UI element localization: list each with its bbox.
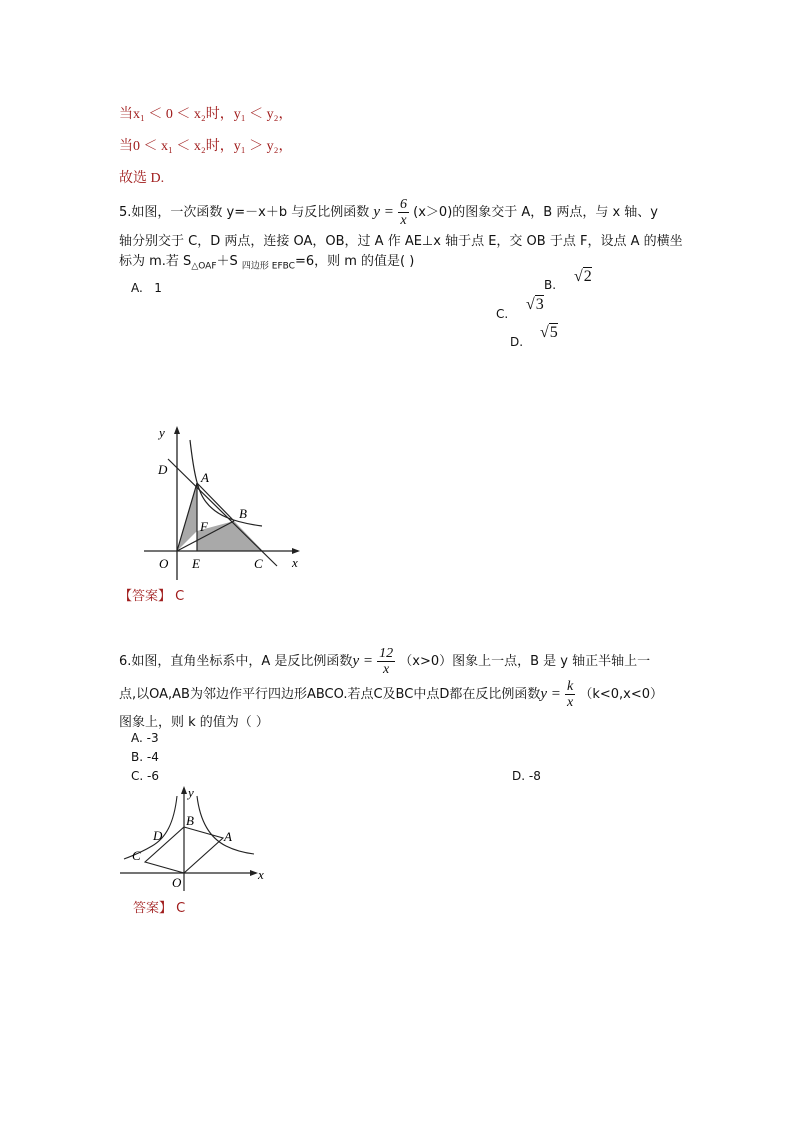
q5-line-1 [119,197,658,228]
q6-formula2-fraction [565,679,575,710]
q5-formula-lhs: y = [373,204,394,220]
q5-option-d-sqrt: √5 [540,324,558,341]
q5-answer-value: C [175,589,185,604]
q5-segment-ab [197,483,234,521]
q6-label-a: A [224,829,232,844]
q6-text-1a: 6.如图，直角坐标系中，A 是反比例函数 [119,654,353,669]
q6-formula-den: x [383,662,390,677]
q5-text-3c: =6，则 m 的值是( ) [294,254,415,269]
q5-option-c[interactable] [496,307,508,321]
q5-label-c: C [254,556,263,571]
q5-option-a-value: 1 [154,281,162,295]
q6-figure [118,783,278,893]
q6-label-y: y [188,785,194,800]
q6-answer-label: 答案】 [133,901,173,916]
prev-line-3: 故选 D. [119,171,165,186]
q5-x-arrow [292,548,300,554]
q5-option-d-label: D. [510,335,524,349]
q5-y-arrow [174,426,180,434]
q6-option-d[interactable]: D. -8 [512,769,541,783]
q5-option-b-sqrt: √2 [574,268,592,285]
q5-option-c-sqrt: √3 [526,296,544,313]
q6-formula2-lhs: y = [540,686,561,702]
q5-line-2: 轴分别交于 C，D 两点，连接 OA，OB，过 A 作 AE⊥x 轴于点 E，交 OB 于点 F，设点 A 的横坐 [119,234,683,249]
prev-line-2: 当0 ＜ x₁ ＜ x₂时，y₁ ＞ y₂， [119,139,293,154]
q6-label-d: D [153,828,163,843]
q5-text-3a: 标为 m.若 S [119,254,192,269]
q5-option-d-value: 5 [549,324,558,341]
q6-option-b[interactable]: B. -4 [131,750,159,764]
q5-sub-1: △OAF [191,261,217,272]
q6-line-2 [119,679,663,710]
q6-formula-fraction [377,646,395,677]
q5-option-b[interactable] [544,278,556,292]
q6-line-3: 图象上，则 k 的值为（ ） [119,715,269,730]
q5-figure [140,420,310,580]
q5-formula-num: 6 [400,197,408,212]
q6-y-arrow [181,786,187,794]
q6-label-b: B [186,813,194,828]
q6-answer [133,897,185,916]
q6-x-arrow [250,870,258,876]
q6-label-c: C [132,848,141,863]
q6-label-o: O [172,875,182,890]
q5-option-c-label: C. [496,307,509,321]
q6-text-1b: （x>0）图象上一点，B 是 y 轴正半轴上一 [399,654,651,669]
q5-option-a[interactable] [131,281,162,295]
q5-sub-2: 四边形 EFBC [241,261,295,272]
q5-label-e: E [192,556,200,571]
q5-label-d: D [158,462,168,477]
q5-option-b-label: B. [544,278,557,292]
q5-text-1b: (x＞0)的图象交于 A，B 两点，与 x 轴、y [413,205,658,220]
q5-formula-fraction [398,197,409,228]
q6-formula-num: 12 [379,646,394,661]
q5-label-o: O [159,556,169,571]
q6-text-2a: 点,以OA,AB为邻边作平行四边形ABCO.若点C及BC中点D都在反比例函数 [119,687,541,702]
q5-answer [119,585,184,604]
q5-label-b: B [239,506,247,521]
q6-formula-lhs: y = [352,653,373,669]
q6-answer-value: C [176,901,186,916]
prev-line-1: 当x₁ ＜ 0 ＜ x₂时，y₁ ＜ y₂， [119,107,293,122]
q5-formula-den: x [400,213,407,228]
q5-option-a-label: A. [131,281,143,295]
q5-answer-label: 【答案】 [119,589,172,604]
q6-option-c[interactable]: C. -6 [131,769,159,783]
q6-formula2-num: k [567,679,574,694]
q5-label-f: F [200,519,208,534]
q5-text-3b: ＋S [216,254,242,269]
q6-line-1 [119,646,650,677]
q6-formula2-den: x [567,695,574,710]
q5-label-a: A [201,470,209,485]
q5-line-3 [119,250,414,272]
q5-option-d[interactable] [510,335,523,349]
q6-text-2b: （k<0,x<0） [579,687,664,702]
q5-label-y: y [159,425,165,440]
q5-text-1a: 5.如图，一次函数 y=－x＋b 与反比例函数 [119,205,374,220]
q6-label-x: x [258,867,264,882]
q5-option-c-value: 3 [535,296,544,313]
q6-option-a[interactable]: A. -3 [131,731,159,745]
q5-option-b-value: 2 [583,268,592,285]
q6-hyperbola-right [197,796,254,854]
q5-label-x: x [292,555,298,570]
